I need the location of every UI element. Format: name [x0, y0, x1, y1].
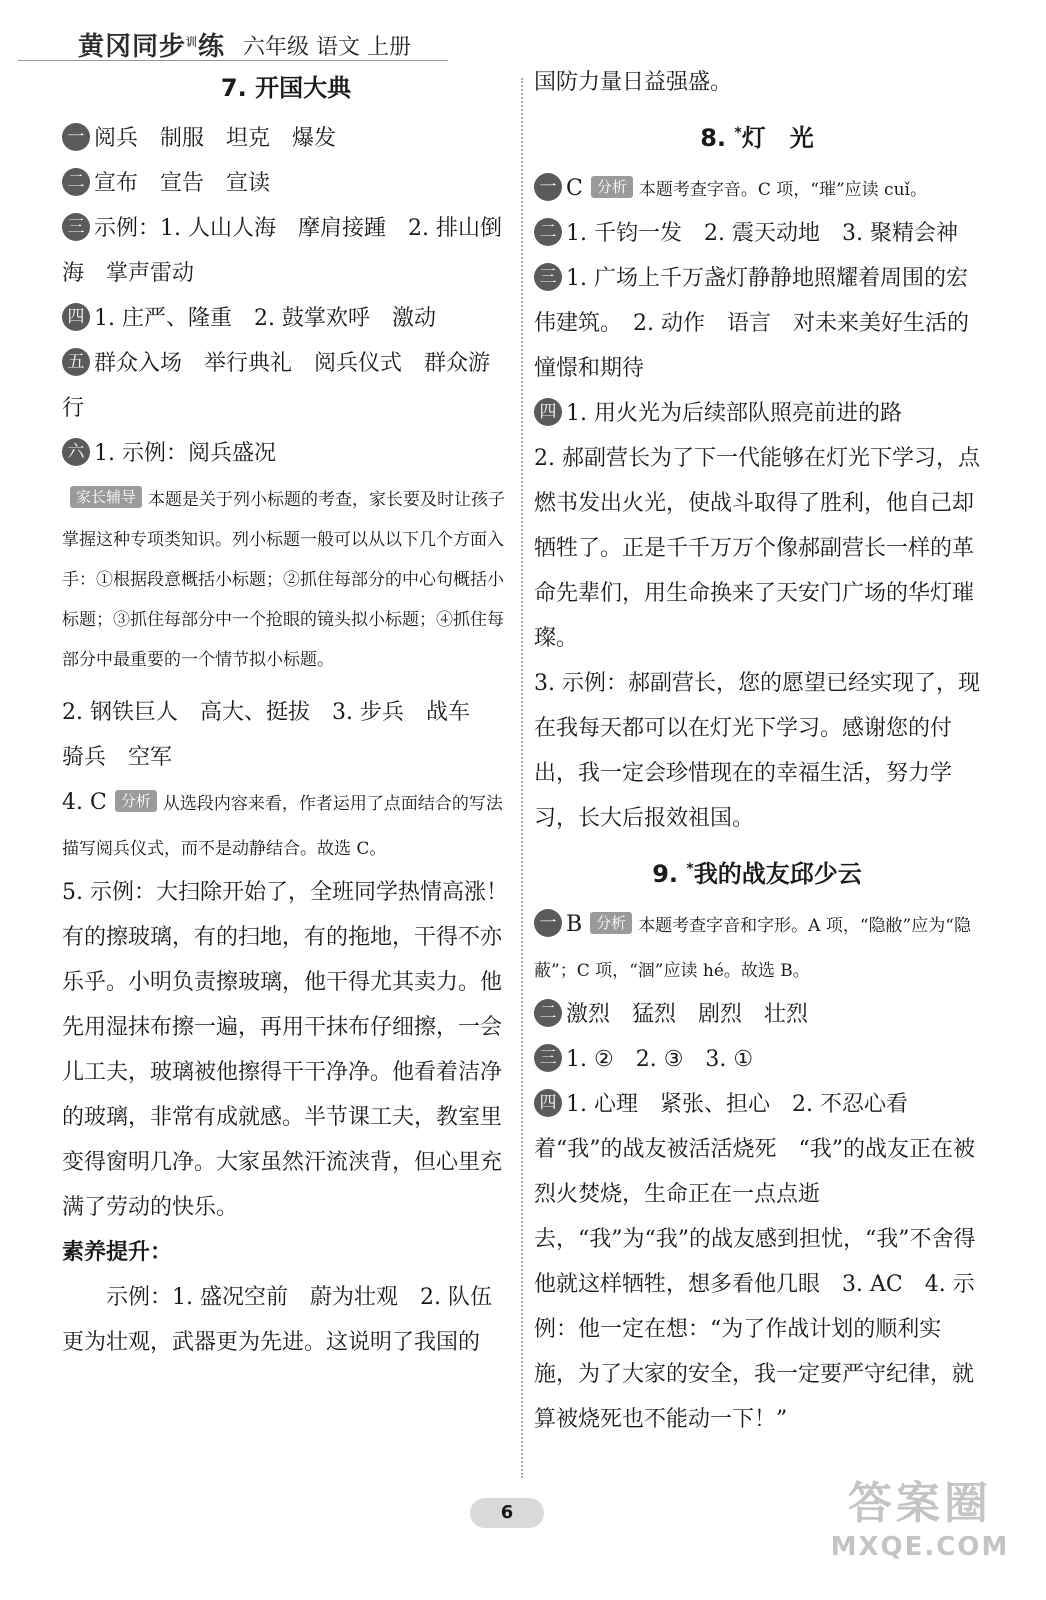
answer-paragraph: 四 1. 心理 紧张、担心 2. 不忍心看着“我”的战友被活活烧死 “我”的战友正在被烈火焚烧，生命正在一点点逝去，“我”为“我”的战友感到担忧，“我”不舍得他就这样牺牲，想多看他几眼 3. AC 4. 示例：他一定在想：“为了作战计划的顺利实施，为了大家的安全，我一定要严守纪律，就算被烧死也不能动一下！” [534, 1082, 980, 1442]
parent-tip-tag: 家长辅导 [70, 486, 142, 508]
page-header [18, 18, 448, 64]
question-badge-icon: 三 [534, 263, 562, 291]
column-divider [521, 78, 523, 1478]
section-heading: 素养提升： [62, 1240, 173, 1265]
answer-line: 四 1. 庄严、隆重 2. 鼓掌欢呼 激动 [62, 296, 510, 341]
answer-line: 一 B 分析 本题考查字音和字形。A 项，“隐敝”应为“隐蔽”；C 项，“涸”应读 hé。故选 B。 [534, 902, 980, 992]
parent-tip: 家长辅导 本题是关于列小标题的考查，家长要及时让孩子掌握这种专项类知识。列小标题一般可以从以下几个方面入手：①根据段意概括小标题；②抓住每部分的中心句概括小标题；③抓住每部分中一个抢眼的镜头拟小标题；④抓住每部分中最重要的一个情节拟小标题。 [62, 488, 506, 670]
question-badge-icon: 一 [534, 173, 562, 201]
answer-line: 二 宣布 宣告 宣读 [62, 161, 510, 206]
question-badge-icon: 四 [534, 398, 562, 426]
question-badge-icon: 四 [534, 1089, 562, 1117]
answer-paragraph: 3. 示例：郝副营长，您的愿望已经实现了，现在我每天都可以在灯光下学习。感谢您的付出，我一定会珍惜现在的幸福生活，努力学习，长大后报效祖国。 [534, 671, 980, 831]
answer-paragraph: 示例：1. 盛况空前 蔚为壮观 2. 队伍更为壮观，武器更为先进。这说明了我国的 [62, 1285, 492, 1355]
answer-line: 六 1. 示例：阅兵盛况 [62, 431, 510, 476]
question-badge-icon: 一 [534, 909, 562, 937]
answer-line: 四 1. 用火光为后续部队照亮前进的路 [534, 391, 980, 436]
question-badge-icon: 二 [534, 999, 562, 1027]
answer-line: 二 激烈 猛烈 剧烈 壮烈 [534, 992, 980, 1037]
page-number: 6 [470, 1498, 544, 1528]
question-badge-icon: 三 [534, 1044, 562, 1072]
answer-line: 2. 钢铁巨人 高大、挺拔 3. 步兵 战车 骑兵 空军 [62, 700, 492, 770]
question-badge-icon: 二 [534, 218, 562, 246]
answer-line: 4. C 分析 从选段内容来看，作者运用了点面结合的写法描写阅兵仪式，而不是动静结合。故选 C。 [62, 790, 503, 859]
answer-line: 国防力量日益强盛。 [534, 70, 733, 95]
answer-line: 一 阅兵 制服 坦克 爆发 [62, 116, 510, 161]
answer-line: 三 1. ② 2. ③ 3. ① [534, 1037, 980, 1082]
question-badge-icon: 五 [62, 348, 90, 376]
answer-paragraph: 2. 郝副营长为了下一代能够在灯光下学习，点燃书发出火光，使战斗取得了胜利，他自己却牺牲了。正是千千万万个像郝副营长一样的革命先辈们，用生命换来了天安门广场的华灯璀璨。 [534, 446, 980, 651]
answer-paragraph: 5. 示例：大扫除开始了，全班同学热情高涨！有的擦玻璃，有的扫地，有的拖地，干得不亦乐乎。小明负责擦玻璃，他干得尤其卖力。他先用湿抹布擦一遍，再用干抹布仔细擦，一会儿工夫，玻璃被他擦得干干净净。他看着洁净的玻璃，非常有成就感。半节课工夫，教室里变得窗明几净。大家虽然汗流浃背，但心里充满了劳动的快乐。 [62, 880, 508, 1220]
question-badge-icon: 六 [62, 438, 90, 466]
watermark-logo: 答案圈 MXQE.COM [830, 1478, 1010, 1562]
book-meta: 六年级 语文 上册 [243, 35, 411, 60]
analysis-tag: 分析 [591, 176, 633, 198]
analysis-tag: 分析 [590, 912, 632, 934]
lesson-9-title: 9. *我的战友邱少云 [652, 860, 862, 888]
answer-line: 一 C 分析 本题考查字音。C 项，“璀”应读 cuǐ。 [534, 166, 980, 211]
question-badge-icon: 二 [62, 168, 90, 196]
question-badge-icon: 三 [62, 213, 90, 241]
left-column [62, 60, 510, 1365]
analysis-tag: 分析 [115, 790, 157, 812]
question-badge-icon: 四 [62, 303, 90, 331]
answer-line: 五 群众入场 举行典礼 阅兵仪式 群众游行 [62, 341, 510, 431]
answer-line: 三 1. 广场上千万盏灯静静地照耀着周围的宏伟建筑。 2. 动作 语言 对未来美好生活的憧憬和期待 [534, 256, 980, 391]
question-badge-icon: 一 [62, 123, 90, 151]
right-column [534, 60, 980, 1442]
lesson-8-title: 8. *灯 光 [700, 124, 814, 152]
answer-line: 二 1. 千钧一发 2. 震天动地 3. 聚精会神 [534, 211, 980, 256]
book-logo: 黄冈同步$^训$练 [78, 32, 226, 62]
lesson-7-title: 7. 开国大典 [220, 74, 352, 102]
answer-line: 三 示例：1. 人山人海 摩肩接踵 2. 排山倒海 掌声雷动 [62, 206, 510, 296]
